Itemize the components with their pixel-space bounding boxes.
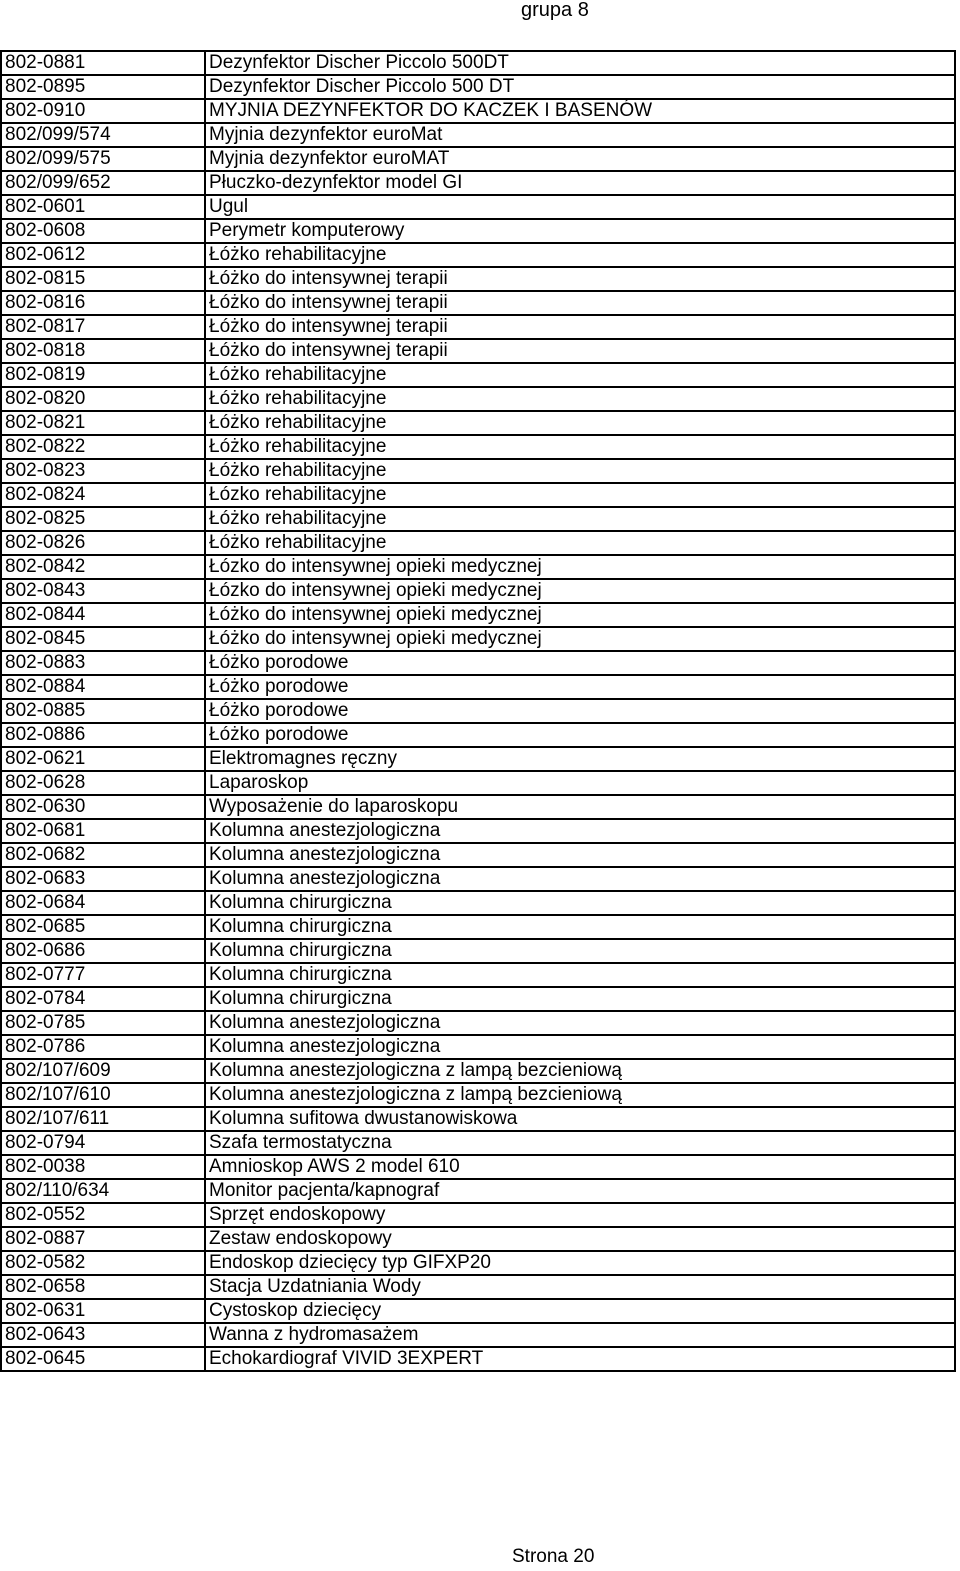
item-code-cell: 802-0777	[1, 963, 205, 987]
item-name-cell: Dezynfektor Discher Piccolo 500 DT	[205, 75, 955, 99]
item-code-cell: 802-0683	[1, 867, 205, 891]
item-code-cell: 802/107/609	[1, 1059, 205, 1083]
table-row	[1, 51, 955, 75]
table-row	[1, 939, 955, 963]
item-code-cell: 802-0824	[1, 483, 205, 507]
item-name-cell: Zestaw endoskopowy	[205, 1227, 955, 1251]
table-row	[1, 1323, 955, 1347]
item-name-cell: Kolumna chirurgiczna	[205, 963, 955, 987]
table-row	[1, 963, 955, 987]
table-row	[1, 387, 955, 411]
item-name-cell: Kolumna sufitowa dwustanowiskowa	[205, 1107, 955, 1131]
table-row	[1, 219, 955, 243]
item-name-cell: Wanna z hydromasażem	[205, 1323, 955, 1347]
item-code-cell: 802-0816	[1, 291, 205, 315]
item-name-cell: Ugul	[205, 195, 955, 219]
item-code-cell: 802-0685	[1, 915, 205, 939]
item-name-cell: Łózko do intensywnej opieki medycznej	[205, 555, 955, 579]
item-name-cell: Łóżko rehabilitacyjne	[205, 387, 955, 411]
item-code-cell: 802/107/610	[1, 1083, 205, 1107]
item-name-cell: Kolumna chirurgiczna	[205, 891, 955, 915]
table-row	[1, 363, 955, 387]
item-code-cell: 802-0843	[1, 579, 205, 603]
item-name-cell: Amnioskop AWS 2 model 610	[205, 1155, 955, 1179]
item-code-cell: 802-0608	[1, 219, 205, 243]
item-name-cell: Monitor pacjenta/kapnograf	[205, 1179, 955, 1203]
item-code-cell: 802-0684	[1, 891, 205, 915]
table-row	[1, 579, 955, 603]
table-row	[1, 1203, 955, 1227]
item-code-cell: 802-0658	[1, 1275, 205, 1299]
item-code-cell: 802-0628	[1, 771, 205, 795]
item-code-cell: 802-0883	[1, 651, 205, 675]
item-code-cell: 802-0818	[1, 339, 205, 363]
item-code-cell: 802/110/634	[1, 1179, 205, 1203]
table-row	[1, 531, 955, 555]
table-row	[1, 699, 955, 723]
table-row	[1, 867, 955, 891]
item-code-cell: 802-0645	[1, 1347, 205, 1371]
item-name-cell: Dezynfektor Discher Piccolo 500DT	[205, 51, 955, 75]
item-code-cell: 802-0845	[1, 627, 205, 651]
table-row	[1, 411, 955, 435]
table-row	[1, 195, 955, 219]
table-row	[1, 819, 955, 843]
item-name-cell: Łóżko do intensywnej opieki medycznej	[205, 603, 955, 627]
table-row	[1, 1011, 955, 1035]
item-name-cell: Stacja Uzdatniania Wody	[205, 1275, 955, 1299]
item-name-cell: Łóżko do intensywnej terapii	[205, 267, 955, 291]
item-name-cell: Łózko rehabilitacyjne	[205, 483, 955, 507]
item-name-cell: Kolumna chirurgiczna	[205, 915, 955, 939]
item-name-cell: Łóżko porodowe	[205, 699, 955, 723]
equipment-table-body	[1, 51, 955, 1371]
table-row	[1, 1059, 955, 1083]
table-row	[1, 891, 955, 915]
table-row	[1, 915, 955, 939]
item-name-cell: Łóżko rehabilitacyjne	[205, 435, 955, 459]
item-name-cell: Wyposażenie do laparoskopu	[205, 795, 955, 819]
table-row	[1, 987, 955, 1011]
table-row	[1, 75, 955, 99]
item-code-cell: 802-0621	[1, 747, 205, 771]
table-row	[1, 123, 955, 147]
item-code-cell: 802-0826	[1, 531, 205, 555]
item-code-cell: 802/107/611	[1, 1107, 205, 1131]
item-name-cell: Perymetr komputerowy	[205, 219, 955, 243]
item-code-cell: 802-0630	[1, 795, 205, 819]
table-row	[1, 243, 955, 267]
item-name-cell: Kolumna chirurgiczna	[205, 987, 955, 1011]
item-name-cell: Płuczko-dezynfektor model GI	[205, 171, 955, 195]
table-row	[1, 675, 955, 699]
item-name-cell: Elektromagnes ręczny	[205, 747, 955, 771]
table-row	[1, 1155, 955, 1179]
page-number: Strona 20	[512, 1546, 595, 1567]
table-row	[1, 747, 955, 771]
item-name-cell: Kolumna anestezjologiczna	[205, 843, 955, 867]
table-row	[1, 483, 955, 507]
table-row	[1, 771, 955, 795]
item-code-cell: 802-0842	[1, 555, 205, 579]
item-name-cell: Kolumna anestezjologiczna z lampą bezcieniową	[205, 1059, 955, 1083]
item-name-cell: Sprzęt endoskopowy	[205, 1203, 955, 1227]
item-name-cell: Kolumna anestezjologiczna z lampą bezcieniową	[205, 1083, 955, 1107]
item-code-cell: 802-0895	[1, 75, 205, 99]
item-code-cell: 802/099/652	[1, 171, 205, 195]
table-row	[1, 843, 955, 867]
item-code-cell: 802-0821	[1, 411, 205, 435]
item-name-cell: Łóżko porodowe	[205, 723, 955, 747]
item-code-cell: 802-0686	[1, 939, 205, 963]
table-row	[1, 99, 955, 123]
item-name-cell: Kolumna anestezjologiczna	[205, 1035, 955, 1059]
table-row	[1, 507, 955, 531]
item-code-cell: 802-0682	[1, 843, 205, 867]
item-name-cell: Endoskop dziecięcy typ GIFXP20	[205, 1251, 955, 1275]
table-row	[1, 1179, 955, 1203]
table-row	[1, 1347, 955, 1371]
item-code-cell: 802/099/574	[1, 123, 205, 147]
item-code-cell: 802-0582	[1, 1251, 205, 1275]
item-name-cell: Kolumna anestezjologiczna	[205, 1011, 955, 1035]
table-row	[1, 459, 955, 483]
item-name-cell: Kolumna chirurgiczna	[205, 939, 955, 963]
table-row	[1, 1251, 955, 1275]
item-code-cell: 802-0844	[1, 603, 205, 627]
item-name-cell: Laparoskop	[205, 771, 955, 795]
table-row	[1, 627, 955, 651]
item-code-cell: 802-0785	[1, 1011, 205, 1035]
item-code-cell: 802-0820	[1, 387, 205, 411]
item-name-cell: Łóżko do intensywnej terapii	[205, 339, 955, 363]
item-name-cell: Cystoskop dziecięcy	[205, 1299, 955, 1323]
table-row	[1, 1131, 955, 1155]
item-name-cell: Echokardiograf VIVID 3EXPERT	[205, 1347, 955, 1371]
item-name-cell: Łóżko rehabilitacyjne	[205, 243, 955, 267]
item-code-cell: 802-0881	[1, 51, 205, 75]
item-code-cell: 802-0815	[1, 267, 205, 291]
item-code-cell: 802-0786	[1, 1035, 205, 1059]
item-code-cell: 802-0825	[1, 507, 205, 531]
item-code-cell: 802-0884	[1, 675, 205, 699]
table-row	[1, 1275, 955, 1299]
item-code-cell: 802-0819	[1, 363, 205, 387]
item-code-cell: 802-0784	[1, 987, 205, 1011]
item-name-cell: Kolumna anestezjologiczna	[205, 867, 955, 891]
table-row	[1, 1083, 955, 1107]
item-code-cell: 802-0887	[1, 1227, 205, 1251]
item-name-cell: Łóżko do intensywnej terapii	[205, 315, 955, 339]
item-code-cell: 802-0817	[1, 315, 205, 339]
table-row	[1, 1299, 955, 1323]
table-row	[1, 171, 955, 195]
item-name-cell: MYJNIA DEZYNFEKTOR DO KACZEK I BASENÓW	[205, 99, 955, 123]
item-code-cell: 802-0681	[1, 819, 205, 843]
table-row	[1, 795, 955, 819]
item-code-cell: 802-0631	[1, 1299, 205, 1323]
table-row	[1, 1035, 955, 1059]
item-name-cell: Łózko do intensywnej opieki medycznej	[205, 579, 955, 603]
table-row	[1, 267, 955, 291]
item-code-cell: 802-0885	[1, 699, 205, 723]
table-row	[1, 315, 955, 339]
table-row	[1, 651, 955, 675]
table-row	[1, 603, 955, 627]
item-name-cell: Szafa termostatyczna	[205, 1131, 955, 1155]
item-code-cell: 802-0794	[1, 1131, 205, 1155]
table-row	[1, 339, 955, 363]
item-name-cell: Myjnia dezynfektor euroMAT	[205, 147, 955, 171]
table-row	[1, 1107, 955, 1131]
item-name-cell: Łóżko rehabilitacyjne	[205, 459, 955, 483]
item-code-cell: 802-0643	[1, 1323, 205, 1347]
equipment-table-container	[0, 50, 956, 1372]
item-code-cell: 802/099/575	[1, 147, 205, 171]
item-code-cell: 802-0612	[1, 243, 205, 267]
item-code-cell: 802-0038	[1, 1155, 205, 1179]
item-code-cell: 802-0552	[1, 1203, 205, 1227]
item-name-cell: Myjnia dezynfektor euroMat	[205, 123, 955, 147]
group-label: grupa 8	[521, 0, 589, 21]
item-name-cell: Kolumna anestezjologiczna	[205, 819, 955, 843]
item-code-cell: 802-0886	[1, 723, 205, 747]
table-row	[1, 435, 955, 459]
item-name-cell: Łóżko do intensywnej terapii	[205, 291, 955, 315]
item-name-cell: Łóżko rehabilitacyjne	[205, 507, 955, 531]
item-name-cell: Łóżko rehabilitacyjne	[205, 363, 955, 387]
table-row	[1, 555, 955, 579]
item-code-cell: 802-0822	[1, 435, 205, 459]
item-code-cell: 802-0601	[1, 195, 205, 219]
item-name-cell: Łóżko rehabilitacyjne	[205, 531, 955, 555]
table-row	[1, 291, 955, 315]
table-row	[1, 723, 955, 747]
item-name-cell: Łóżko porodowe	[205, 675, 955, 699]
item-name-cell: Łóżko do intensywnej opieki medycznej	[205, 627, 955, 651]
table-row	[1, 1227, 955, 1251]
item-code-cell: 802-0823	[1, 459, 205, 483]
table-row	[1, 147, 955, 171]
item-name-cell: Łóżko rehabilitacyjne	[205, 411, 955, 435]
equipment-table	[0, 50, 956, 1372]
item-code-cell: 802-0910	[1, 99, 205, 123]
item-name-cell: Łóżko porodowe	[205, 651, 955, 675]
